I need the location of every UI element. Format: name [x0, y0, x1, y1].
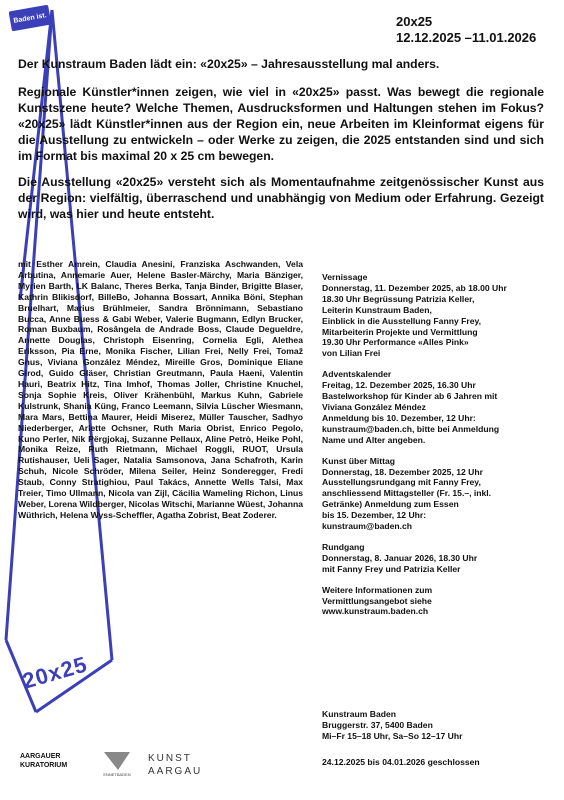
- kunst-aargau-line-2: AARGAU: [148, 766, 203, 777]
- baden-ist-badge: Baden ist.: [9, 5, 52, 32]
- event-line: Bastelworkshop für Kinder ab 6 Jahren mit: [322, 391, 498, 402]
- venue-address: [322, 709, 462, 742]
- address-line: Mi–Fr 15–18 Uhr, Sa–So 12–17 Uhr: [322, 730, 463, 741]
- exhibition-title: 20x25: [396, 14, 433, 29]
- event-line: Anmeldung bis 10. Dezember, 12 Uhr:: [322, 412, 476, 423]
- event-line: 19.30 Uhr Performance «Alles Pink»: [322, 337, 469, 348]
- event-heading: Adventskalender: [322, 369, 392, 380]
- intro-paragraph-1: Regionale Künstler*innen zeigen, wie viel in «20x25» passt. Was bewegt die regionale Kunstszene heute? Welche Themen, Ausdrucksformen und Haltungen stehen im Fokus? «20x25» lädt Künstler*innen aus der Region ein, neue Arbeiten im Kleinformat eigens für die Ausstellung zu entwickeln – oder Werke zu zeigen, die 2025 entstanden sind und sich im Format bis maximal 20 x 25 cm bewegen.: [18, 85, 544, 163]
- event-line: von Lilian Frei: [322, 348, 381, 359]
- event-line: mit Fanny Frey und Patrizia Keller: [322, 563, 461, 574]
- event-heading: Weitere Informationen zum: [322, 584, 433, 595]
- event-line: Ausstellungsrundgang mit Fanny Frey,: [322, 477, 481, 488]
- event-line: Donnerstag, 8. Januar 2026, 18.30 Uhr: [322, 552, 478, 563]
- ennetbaden-label: ENNETBADEN: [103, 772, 131, 777]
- event-line: Getränke) Anmeldung zum Essen: [322, 499, 459, 510]
- event-line: anschliessend Mittagsteller (Fr. 15.–, inkl.: [322, 488, 492, 499]
- stamp-20x25: 20x25: [19, 651, 91, 694]
- artist-list: mit Esther Amrein, Claudia Anesini, Franziska Aschwanden, Vela Arbutina, Annemarie Auer, Helene Basler-Märchy, Maria Bänziger, Myrien Barth, LK Balanc, Theres Berka, Tanja Binder, Brigitte Blaser, Kathrin Blikisdorf, BilleBo, Johanna Bossart, Annika Böni, Stephan Bruelhart, Marius Brühlmeier, Sandra Brönnimann, Sebastiano Bucca, Anne Buess & Gabi Weber, Valerie Bugmann, Edlyn Brucker, Roman Buxbaum, Rosângela de Andrade Boss, Claude Degueldre, Annette Douglas, Christoph Eisenring, Cornelia Egli, Alethea Eriksson, Pia Erne, Monika Fischer, Lilian Frei, Nelly Frei, Tomaž Gnus, Viviana González Méndez, Mireille Gros, Dominique Eliane Girod, Guido Gläser, Christian Greutmann, Paula Haeni, Valentin Hauri, Beatrix Hitz, Tina Imhof, Thomas Joller, Christine Knuchel, Sonja Sophie Kreis, Oliver Krähenbühl, Markus Kuhn, Gabriele Kulstrunk, Shania Küng, Franco Leemann, Silvia Lüscher Wiesmann, Mara Mars, Bettina Maurer, Heidi Miserez, Müller Tauscher, Sadhyo Niederberger, Arlette Ochsner, Ruth Maria Obrist, Enrico Pegolo, Kuno Perler, Nik Përgjokaj, Suzanne Pellaux, Aline Petrò, Heike Pohl, Monika Reize, Ruth Rietmann, Michael Roggli, RUOT, Ursula Rutishauser, Ueli Sager, Natalia Samsonova, Jana Schafroth, Karin Schuh, Nicole Schröder, Milena Seiler, Heinz Sonderegger, Fredi Staub, Conny Stratighiou, Paul Takács, Annette Wells Talsi, Max Treier, Timo Ullmann, Nicola van Zijl, Cäcilia Wameling Richon, Linus Weber, Lorena Wildberger, Nicolas Witschi, Marianne Wüest, Johanna Wüthrich, Helena Wyss-Scheffler, Agatha Zobrist, Beat Zoderer.: [18, 259, 303, 520]
- aargauer-kuratorium-logo: [20, 752, 67, 770]
- intro-text: [18, 56, 544, 232]
- event-line: Vermittlungsangebot siehe: [322, 595, 432, 606]
- intro-paragraph-2: Die Ausstellung «20x25» versteht sich als Momentaufnahme zeitgenössischer Kunst aus der Region: vielfältig, überraschend und unabhängig von Medium oder Erfahrung. Gezeigt wird, was hier und heute entsteht.: [18, 175, 544, 221]
- kunst-aargau-line-1: KUNST: [148, 753, 192, 764]
- event-heading: Kunst über Mittag: [322, 455, 396, 466]
- kunst-aargau-logo: [148, 752, 202, 778]
- event-section: [322, 369, 544, 445]
- event-line: bis 15. Dezember, 12 Uhr:: [322, 510, 427, 521]
- event-line: kunstraum@baden.ch, bitte bei Anmeldung: [322, 423, 500, 434]
- exhibition-header: [396, 14, 536, 46]
- event-line: kunstraum@baden.ch: [322, 521, 413, 532]
- event-heading: Vernissage: [322, 272, 368, 282]
- event-line: Freitag, 12. Dezember 2025, 16.30 Uhr: [322, 380, 476, 391]
- event-section: [322, 542, 544, 575]
- event-line: Viviana González Méndez: [322, 401, 426, 412]
- event-line: 18.30 Uhr Begrüssung Patrizia Keller,: [322, 293, 475, 304]
- exhibition-dates: 12.12.2025 –11.01.2026: [396, 30, 537, 45]
- event-line: www.kunstraum.baden.ch: [322, 606, 429, 617]
- event-line: Mitarbeiterin Projekte und Vermittlung: [322, 326, 478, 337]
- ennetbaden-logo: [100, 748, 134, 778]
- event-line: Donnerstag, 11. Dezember 2025, ab 18.00 Uhr: [322, 282, 507, 293]
- intro-lead: Der Kunstraum Baden lädt ein: «20x25» – Jahresausstellung mal anders.: [18, 57, 440, 71]
- event-line: Einblick in die Ausstellung Fanny Frey,: [322, 315, 482, 326]
- address-line: Kunstraum Baden: [322, 709, 397, 719]
- address-line: Bruggerstr. 37, 5400 Baden: [322, 719, 433, 730]
- kuratorium-line-1: AARGAUER: [20, 753, 61, 760]
- closure-notice: 24.12.2025 bis 04.01.2026 geschlossen: [322, 757, 480, 767]
- event-section: [322, 456, 544, 532]
- event-section: [322, 585, 544, 618]
- event-line: Leiterin Kunstraum Baden,: [322, 304, 432, 315]
- kuratorium-line-2: KURATORIUM: [20, 762, 68, 769]
- event-section: [322, 272, 544, 359]
- event-line: Name und Alter angeben.: [322, 434, 426, 445]
- event-list: [322, 272, 544, 627]
- event-heading: Rundgang: [322, 541, 365, 552]
- event-line: Donnerstag, 18. Dezember 2025, 12 Uhr: [322, 466, 483, 477]
